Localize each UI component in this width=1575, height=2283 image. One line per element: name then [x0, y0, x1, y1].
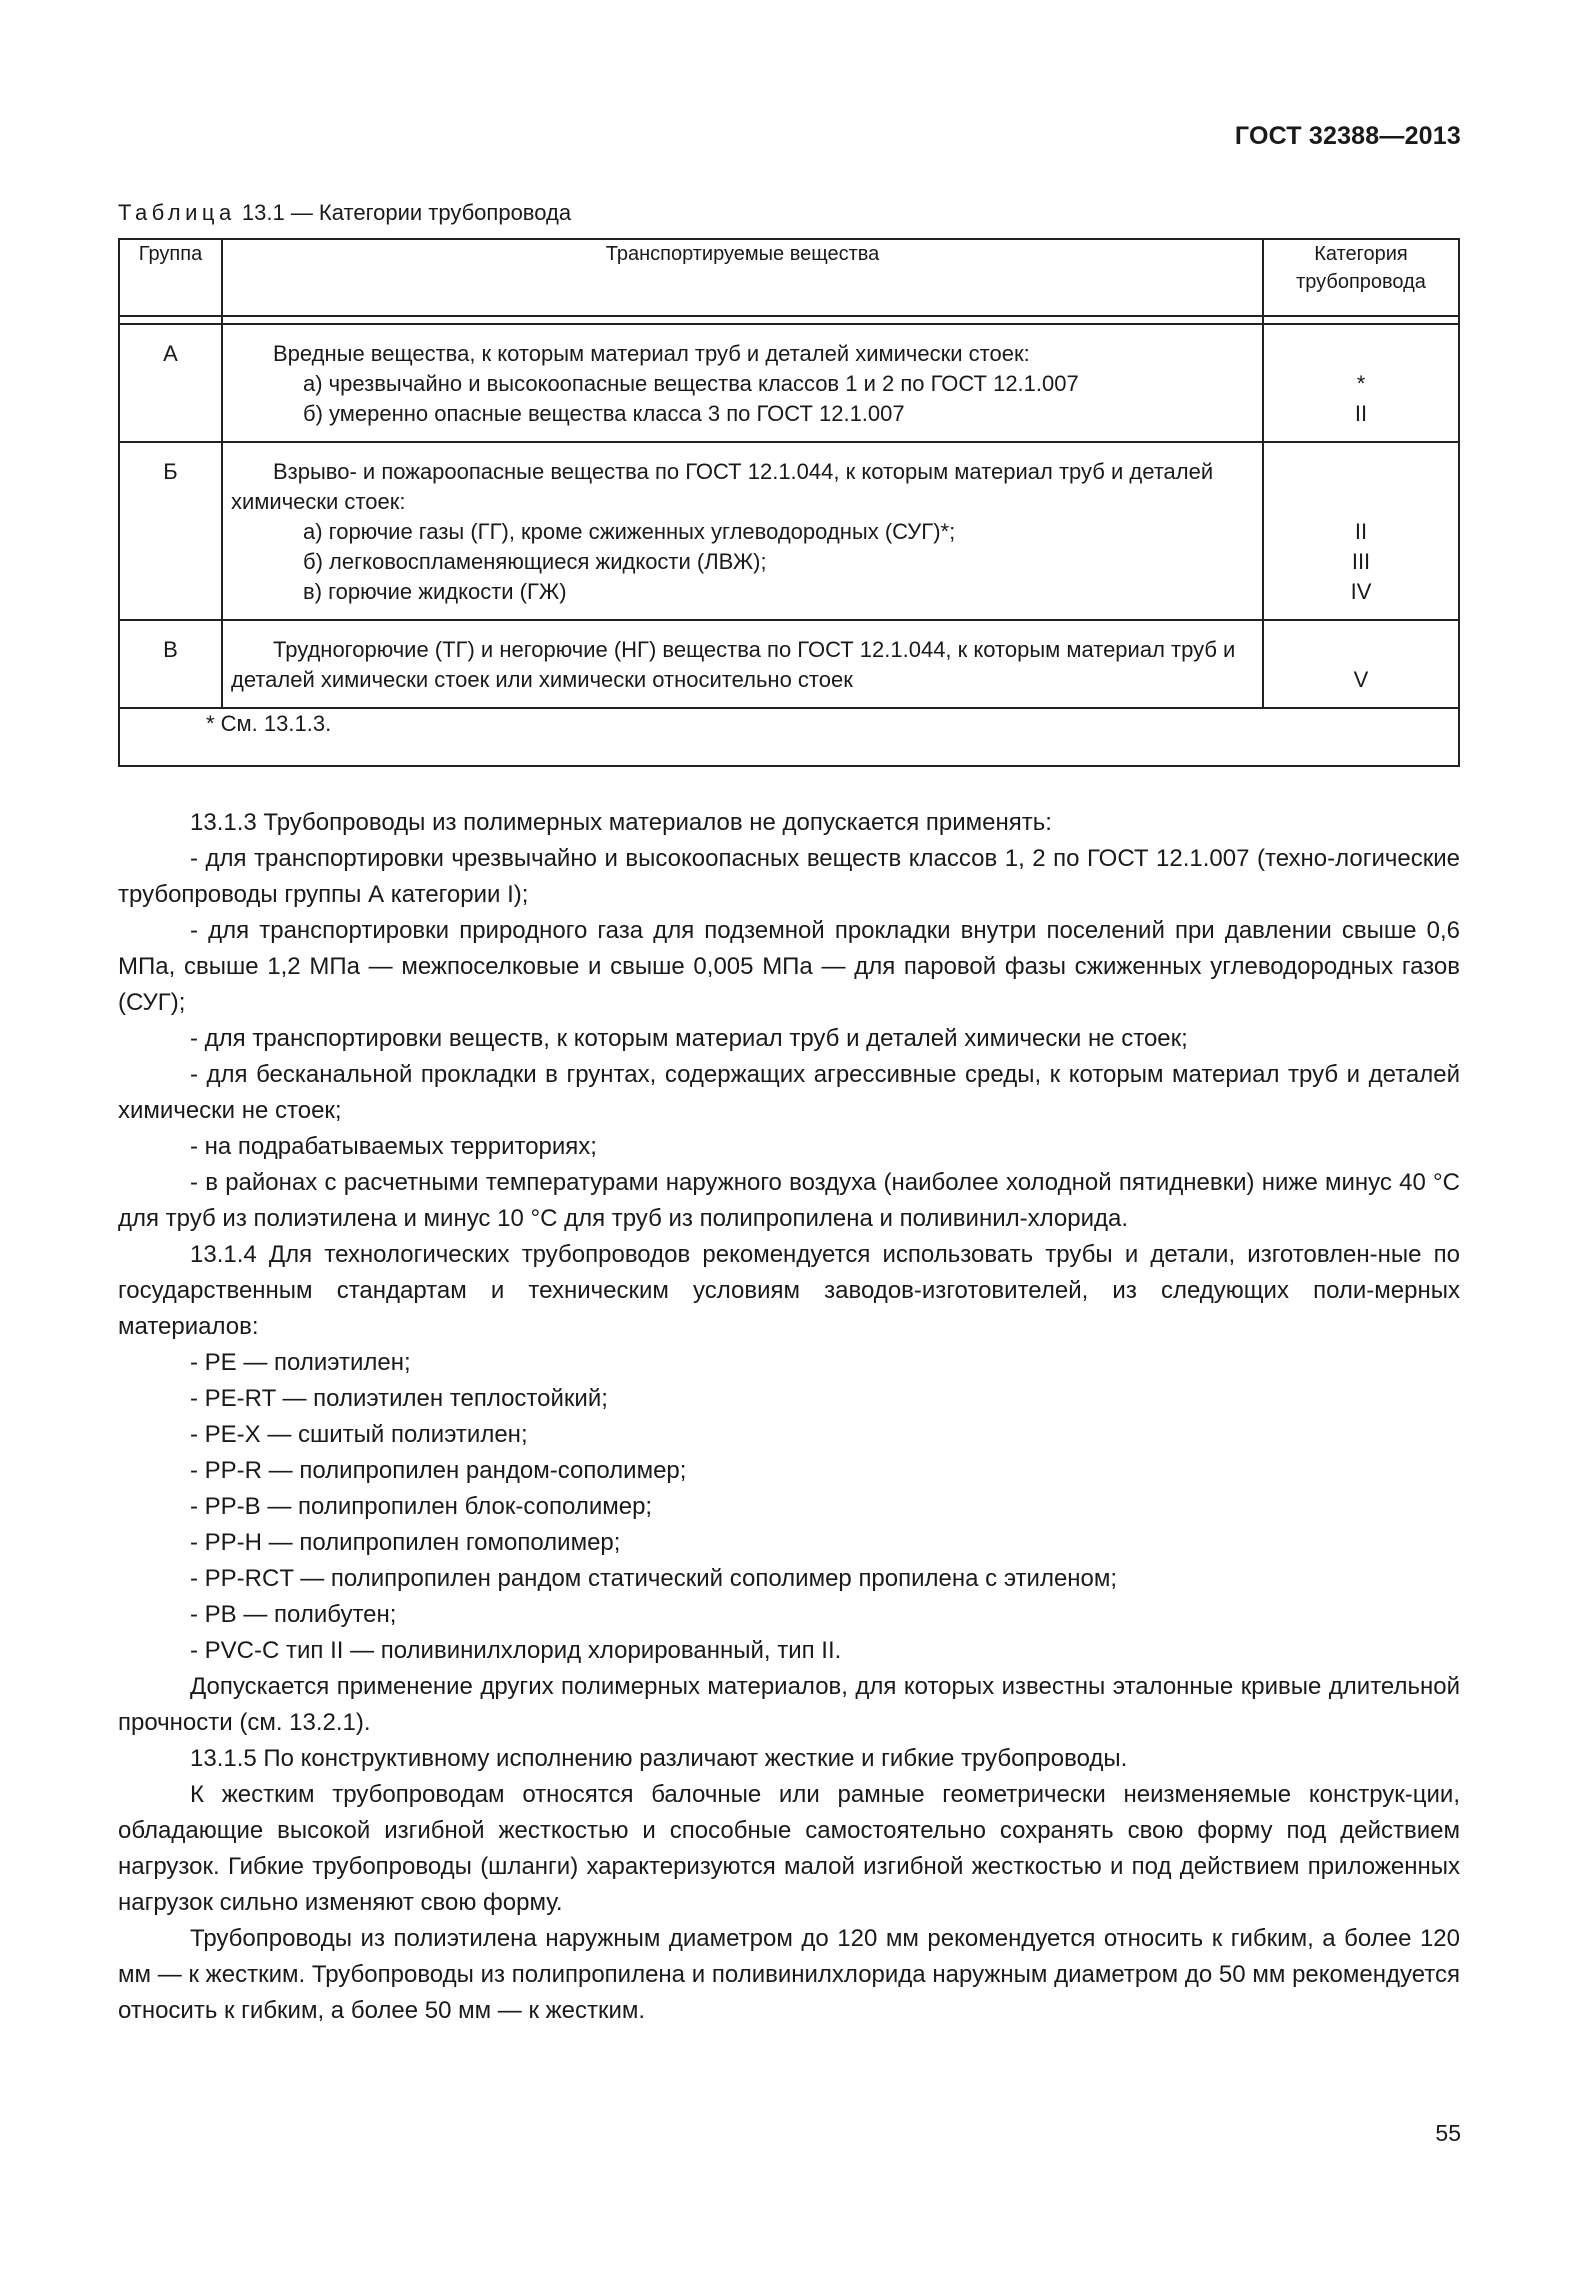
substance-intro: Взрыво- и пожароопасные вещества по ГОСТ 12.1.044, к которым материал труб и деталей химически стоек:	[231, 459, 1214, 514]
header-separator	[119, 316, 1459, 324]
category-value: III	[1351, 549, 1371, 574]
substance-intro: Вредные вещества, к которым материал труб и деталей химически стоек:	[273, 341, 1030, 366]
paragraph: Трубопроводы из полиэтилена наружным диаметром до 120 мм рекомендуется относить к гибким, а более 120 мм — к жестким. Трубопроводы из полипропилена и поливинилхлорида наружным диаметром до 50 мм рекомендуется относить к гибким, а более 50 мм — к жестким.	[118, 1925, 1460, 2024]
paragraph: Допускается применение других полимерных материалов, для которых известны эталонные кривые длительной прочности (см. 13.2.1).	[118, 1673, 1460, 1736]
category-value: *	[1356, 371, 1366, 396]
material-item: - PP-R — полипропилен рандом-сополимер;	[190, 1457, 687, 1484]
category-value: II	[1354, 519, 1368, 544]
group-cell: А	[119, 324, 222, 442]
group-cell: Б	[119, 442, 222, 620]
header-group: Группа	[119, 239, 222, 316]
table-header-row	[119, 239, 1459, 316]
table-footnote-row	[119, 708, 1459, 766]
material-item: - PVC-C тип II — поливинилхлорид хлорированный, тип II.	[190, 1637, 842, 1664]
list-item: - на подрабатываемых территориях;	[190, 1133, 597, 1160]
substance-item: а) горючие газы (ГГ), кроме сжиженных углеводородных (СУГ)*;	[303, 519, 956, 544]
clause-13-1-3: 13.1.3 Трубопроводы из полимерных материалов не допускается применять:	[190, 809, 1052, 836]
material-item: - PP-B — полипропилен блок-сополимер;	[190, 1493, 653, 1520]
table-caption	[118, 200, 571, 226]
list-item: - в районах с расчетными температурами наружного воздуха (наиболее холодной пятидневки) ниже минус 40 °С для труб из полиэтилена и минус 10 °С для труб из полипропилена и поливинил-хлорида.	[118, 1169, 1460, 1232]
header-category: Категория трубопровода	[1263, 239, 1459, 316]
category-value: II	[1354, 401, 1368, 426]
table-footnote-cell	[119, 708, 1459, 766]
category-value: IV	[1350, 579, 1372, 604]
category-table	[118, 238, 1460, 767]
substances-cell	[222, 442, 1263, 620]
substance-item: б) легковоспламеняющиеся жидкости (ЛВЖ);	[303, 549, 767, 574]
table-caption-label: Таблица	[118, 200, 236, 225]
category-cell	[1263, 324, 1459, 442]
substances-cell	[222, 620, 1263, 708]
material-item: - PE-X — сшитый полиэтилен;	[190, 1421, 528, 1448]
page-number: 55	[1435, 2120, 1461, 2146]
category-cell	[1263, 620, 1459, 708]
table-row	[119, 442, 1459, 620]
category-cell	[1263, 442, 1459, 620]
material-item: - РЕ — полиэтилен;	[190, 1349, 411, 1376]
body-text	[118, 805, 1460, 2029]
list-item: - для транспортировки чрезвычайно и высокоопасных веществ классов 1, 2 по ГОСТ 12.1.007 (техно-логические трубопроводы группы А категории I);	[118, 845, 1460, 908]
group-cell: В	[119, 620, 222, 708]
category-value: V	[1353, 667, 1369, 692]
substance-item: б) умеренно опасные вещества класса 3 по ГОСТ 12.1.007	[303, 401, 905, 426]
substance-item: а) чрезвычайно и высокоопасные вещества классов 1 и 2 по ГОСТ 12.1.007	[303, 371, 1079, 396]
clause-13-1-5: 13.1.5 По конструктивному исполнению различают жесткие и гибкие трубопроводы.	[190, 1745, 1128, 1772]
clause-13-1-4: 13.1.4 Для технологических трубопроводов рекомендуется использовать трубы и детали, изготовлен-ные по государственным стандартам и техническим условиям заводов-изготовителей, из следующих поли-мерных материалов:	[118, 1241, 1460, 1340]
header-substances: Транспортируемые вещества	[222, 239, 1263, 316]
substance-item: в) горючие жидкости (ГЖ)	[303, 579, 567, 604]
material-item: - PB — полибутен;	[190, 1601, 397, 1628]
standard-id: ГОСТ 32388—2013	[1234, 122, 1461, 150]
list-item: - для транспортировки природного газа для подземной прокладки внутри поселений при давлении свыше 0,6 МПа, свыше 1,2 МПа — межпоселковые и свыше 0,005 МПа — для паровой фазы сжиженных углеводородных газов (СУГ);	[118, 917, 1460, 1016]
list-item: - для бесканальной прокладки в грунтах, содержащих агрессивные среды, к которым материал труб и деталей химически не стоек;	[118, 1061, 1460, 1124]
table-row	[119, 324, 1459, 442]
substances-cell	[222, 324, 1263, 442]
material-item: - PP-H — полипропилен гомополимер;	[190, 1529, 621, 1556]
table-row	[119, 620, 1459, 708]
material-item: - PP-RCT — полипропилен рандом статический сополимер пропилена с этиленом;	[190, 1565, 1118, 1592]
list-item: - для транспортировки веществ, к которым материал труб и деталей химически не стоек;	[190, 1025, 1188, 1052]
paragraph: К жестким трубопроводам относятся балочные или рамные геометрически неизменяемые конструк-ции, обладающие высокой изгибной жесткостью и способные самостоятельно сохранять свою форму под действием нагрузок. Гибкие трубопроводы (шланги) характеризуются малой изгибной жесткостью и под действием приложенных нагрузок сильно изменяют свою форму.	[118, 1781, 1460, 1916]
table-footnote: * См. 13.1.3.	[206, 711, 332, 736]
material-item: - PE-RT — полиэтилен теплостойкий;	[190, 1385, 608, 1412]
substance-intro: Трудногорючие (ТГ) и негорючие (НГ) вещества по ГОСТ 12.1.044, к которым материал труб и деталей химически стоек или химически относительно стоек	[231, 637, 1236, 692]
table-caption-text: 13.1 — Категории трубопровода	[241, 200, 572, 225]
